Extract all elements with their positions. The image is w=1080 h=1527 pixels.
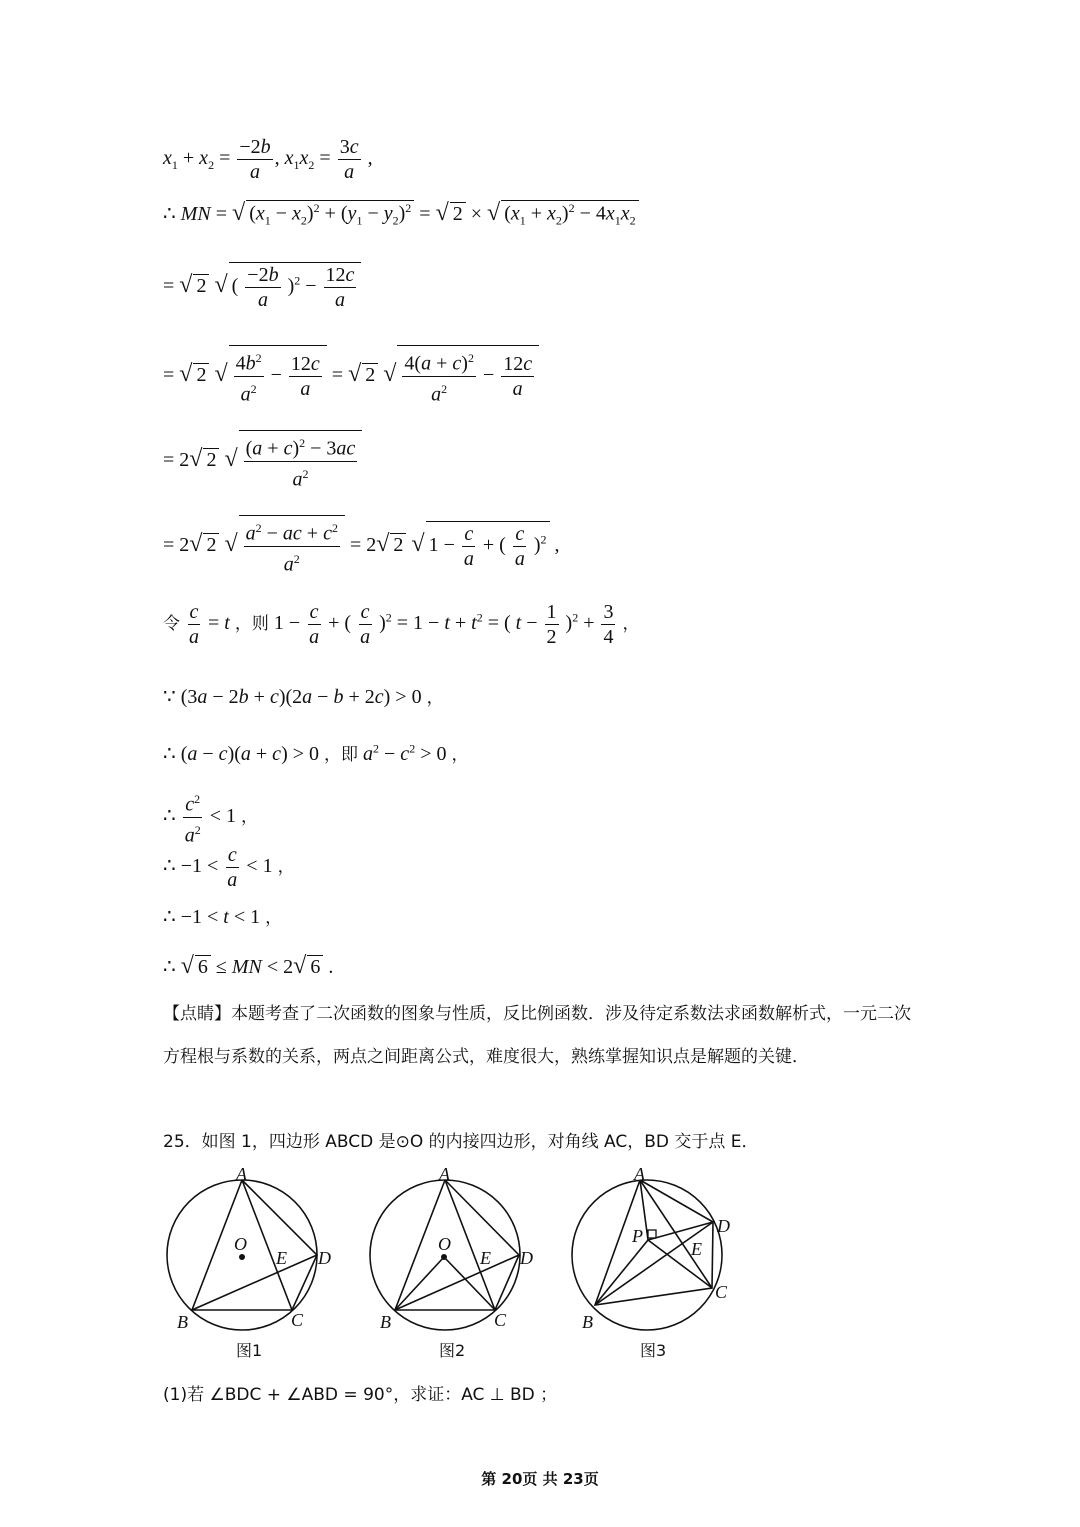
eq-line-9: ∴ (a − c)(a + c) > 0 ，即 $a^2 - c^2 > 0$ ，	[163, 741, 469, 765]
fig2-label-o: O	[438, 1234, 451, 1254]
eq-line-11: ∴ −1 < $\frac{c}{a}$ < 1 ，	[163, 844, 295, 891]
fig1-label-o: O	[234, 1234, 247, 1254]
subquestion-1: (1)若 ∠BDC + ∠ABD = 90°，求证：AC ⊥ BD ；	[163, 1385, 558, 1405]
fig1-label-b: B	[177, 1312, 188, 1332]
fig3-label-p: P	[632, 1226, 643, 1246]
eq-line-8: ∵ (3a − 2b + c)(2a − b + 2c) > 0 ，	[163, 686, 444, 708]
fig3-label-a: A	[634, 1164, 645, 1184]
fig2-caption: 图2	[439, 1341, 466, 1360]
page-footer: 第 20页 共 23页	[481, 1470, 599, 1488]
fig2-label-c: C	[494, 1310, 507, 1330]
fig1-label-a: A	[236, 1164, 247, 1184]
figure-1	[167, 1164, 331, 1360]
eq-line-12: ∴ −1 < t < 1 ，	[163, 906, 283, 928]
fig2-label-b: B	[380, 1312, 391, 1332]
eq-line-2: ∴ MN = √ $(x_1 - x_2)^2 + (y_1 - y_2)^2$ = √ 2 × √ $(x_1 + x_2)^2 - 4x_1x_2$	[163, 200, 639, 229]
eq-line-13: ∴ √ 6 ≤ MN < 2√ 6 .	[163, 953, 334, 979]
fig1-label-c: C	[291, 1310, 304, 1330]
eq-line-10: ∴ $\frac{c^2}{a^2}$ < 1 ，	[163, 787, 258, 847]
fig3-label-d: D	[717, 1216, 730, 1236]
eq-line-5: = 2√ 2 √ $\frac{(a + c)^2 - 3ac}{a^2}$	[163, 430, 362, 491]
comment-paragraph: 【点睛】本题考查了二次函数的图象与性质，反比例函数．涉及待定系数法求函数解析式，一元二次方程根与系数的关系，两点之间距离公式，难度很大，熟练掌握知识点是解题的关键．	[163, 1004, 911, 1067]
fig3-label-b: B	[582, 1312, 593, 1332]
eq-line-6: = 2√ 2 √ $\frac{a^2 - ac + c^2}{a^2}$ = 2√ 2 √ 1 − $\frac{c}{a}$ + ( $\frac{c}{a}$ )$^2$ ,	[163, 515, 560, 576]
eq-line-4: = √ 2 √ $\frac{4b^2}{a^2}$ − $\frac{12c}{a}$ = √ 2 √ $\frac{4(a + c)^2}{a^2}$ − $\frac{12c}{a}$	[163, 345, 539, 406]
eq-line-3: = √ 2 √ ( $\frac{-2b}{a}$ )$^2$ − $\frac{12c}{a}$	[163, 262, 361, 312]
geometry-figures	[160, 1160, 740, 1360]
fig2-label-a: A	[439, 1164, 450, 1184]
fig1-label-d: D	[318, 1248, 331, 1268]
fig3-label-c: C	[715, 1282, 728, 1302]
fig2-label-d: D	[520, 1248, 533, 1268]
problem-25-statement: 25．如图 1，四边形 ABCD 是⊙O 的内接四边形，对角线 AC，BD 交于点 E．	[163, 1132, 759, 1152]
eq-line-1: $x_1 + x_2$ = $\frac{-2b}{a}$ , $x_1x_2$ = $\frac{3c}{a}$ ,	[163, 136, 373, 183]
fig1-label-e: E	[276, 1248, 287, 1268]
figure-3	[572, 1164, 730, 1360]
fig2-label-e: E	[480, 1248, 491, 1268]
eq-line-7: 令 $\frac{c}{a}$ = t ，则 1 − $\frac{c}{a}$ + ( $\frac{c}{a}$ )$^2 = 1 - t + t^2$ = ( t − $\frac{1}{2}$ )$^2$ + $\frac{3}{4}$ ，	[163, 601, 640, 648]
fig3-label-e: E	[691, 1239, 702, 1259]
fig1-caption: 图1	[236, 1341, 263, 1360]
fig3-caption: 图3	[640, 1341, 667, 1360]
figure-2	[370, 1164, 533, 1360]
